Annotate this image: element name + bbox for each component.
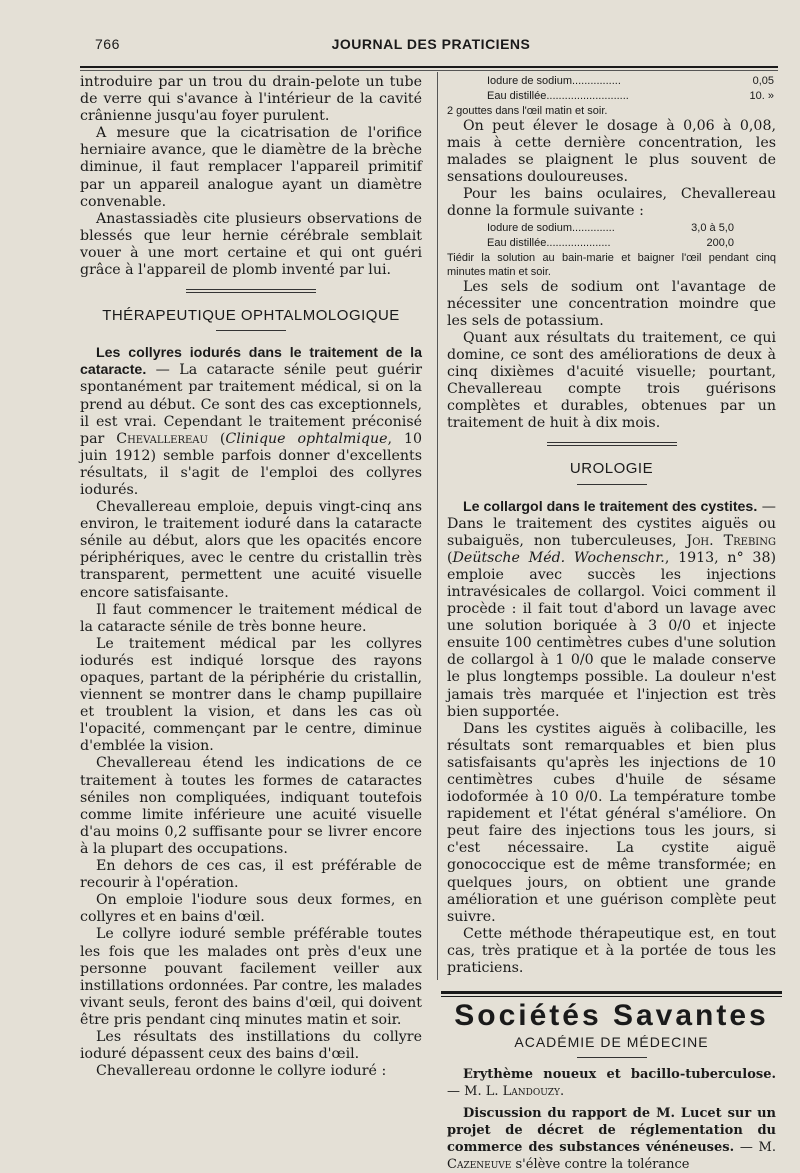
- formula-bain: [447, 221, 776, 251]
- journal-reference: Deütsche Méd. Wochenschr.: [452, 549, 665, 566]
- article-title: Le collargol dans le traitement des cystites.: [463, 498, 758, 515]
- paragraph: Le collyre ioduré semble préférable toutes les fois que les malades ont près d'eux une personne pouvant facilement veiller aux instillations ordonnées. Par contre, les malades vivant seuls, feront des bains d'œil, qui doivent être pris pendant cinq minutes matin et soir.: [80, 926, 422, 1028]
- article-paragraph: Le collargol dans le traitement des cystites. — Dans le traitement des cystites aiguës ou subaiguës, non tuberculeuses, Joh. Trebing (Deütsche Méd. Wochenschr., 1913, n° 38) emploie avec succès les injections intravésicales de collargol. Voici comment il procède : il fait tout d'abord un lavage avec une solution boriquée à 3 0/0 et injecte ensuite 100 centimètres cubes d'une solution de collargol à 1 0/0 que le malade conserve le plus longtemps possible. La douleur n'est jamais très marquée et l'injection est très bien supportée.: [447, 498, 776, 720]
- title-underline: [577, 1057, 647, 1058]
- header-rule: [80, 66, 778, 68]
- right-column: [447, 74, 776, 1173]
- paragraph: Chevallereau ordonne le collyre ioduré :: [96, 1063, 387, 1080]
- section-rule-thin: [441, 996, 782, 997]
- section-title: THÉRAPEUTIQUE OPHTALMOLOGIQUE: [102, 307, 400, 325]
- formula-row: Eau distillée........................... 10. »: [487, 90, 774, 102]
- author-name: Cazeneuve: [447, 1156, 512, 1172]
- paragraph: On peut élever le dosage à 0,06 à 0,08, mais à cette dernière concentration, les malades se plaignent le plus souvent de sensations douloureuses.: [447, 118, 776, 186]
- formula-row: Eau distillée..................... 200,0: [487, 236, 734, 249]
- paragraph: Chevallereau étend les indications de ce traitement à toutes les formes de cataractes séniles non compliquées, indiquant toutefois comme limite inférieure une acuité visuelle d'au moins 0,2 suffisante pour se livrer encore à la plupart des occupations.: [80, 755, 422, 857]
- paragraph: En dehors de ces cas, il est préférable de recourir à l'opération.: [80, 858, 422, 892]
- section-rule-thick: [441, 991, 782, 994]
- paragraph: Cette méthode thérapeutique est, en tout cas, très pratique et à la portée de tous les praticiens.: [447, 925, 776, 977]
- paragraph: A mesure que la cicatrisation de l'orifice herniaire avance, que le diamètre de la brèche diminue, il faut remplacer l'appareil primitif par un appareil analogue ayant un diamètre convenable.: [80, 125, 422, 210]
- paragraph: Anastassiadès cite plusieurs observations de blessés que leur hernie cérébrale semblait vouer à une mort certaine et qui ont guéri grâce à l'appareil de plomb inventé par lui.: [80, 210, 422, 279]
- author-name: Joh. Trebing: [686, 532, 776, 549]
- section-divider: [186, 289, 316, 293]
- paragraph: Quant aux résultats du traitement, ce qui domine, ce sont des améliorations de deux à cinq dixièmes d'acuité visuelle; pourtant, Chevallereau compte trois guérisons complètes et durables, obtenues par un traitement de huit à dix mois.: [447, 329, 776, 432]
- author-name: Chevallereau: [116, 430, 208, 447]
- formula-note: 2 gouttes dans l'œil matin et soir.: [447, 105, 608, 117]
- journal-title: JOURNAL DES PRATICIENS: [331, 36, 531, 52]
- paragraph: introduire par un trou du drain-pelote un tube de verre qui s'avance à l'intérieur de la cavité crânienne jusqu'au foyer purulent.: [80, 74, 422, 125]
- title-underline: [216, 330, 286, 331]
- page-header: [92, 32, 770, 56]
- section-title: UROLOGIE: [569, 460, 654, 478]
- journal-reference: Clinique ophtalmique: [225, 430, 388, 447]
- section-divider: [547, 442, 677, 446]
- paragraph: On emploie l'iodure sous deux formes, en collyres et en bains d'œil.: [80, 892, 422, 926]
- header-rule-thin: [80, 70, 778, 71]
- academie-title: ACADÉMIE DE MÉDECINE: [514, 1034, 709, 1051]
- title-underline: [577, 484, 647, 485]
- page-number: 766: [95, 36, 120, 52]
- formula-row: Iodure de sodium.............. 3,0 à 5,0: [487, 221, 734, 234]
- paragraph: Il faut commencer le traitement médical de la cataracte sénile de très bonne heure.: [80, 601, 422, 635]
- column-divider: [437, 72, 438, 980]
- article-paragraph: Les collyres iodurés dans le traitement de la cataracte. — La cataracte sénile peut guérir spontanément par traitement médical, si on la prend au début. Ce sont des cas exceptionnels, il est vrai. Cependant le traitement préconisé par Chevallereau (Clinique ophtalmique, 10 juin 1912) semble parfois donner d'excellents résultats, il s'agit de l'emploi des collyres iodurés.: [80, 345, 423, 498]
- paragraph: Dans les cystites aiguës à colibacille, les résultats sont remarquables et bien plus satisfaisants qu'après les injections de 10 centimètres cubes d'huile de sésame iodoformée à 10 0/0. La température tombe rapidement et l'état général s'améliore. On peut faire des injections tous les jours, si c'est nécessaire. La cystite aiguë gonococcique est de même transformée; en quelques jours, on obtient une grande amélioration et une guérison complète peut suivre.: [447, 720, 776, 925]
- formula-row: Iodure de sodium................ 0,05: [487, 75, 774, 87]
- paragraph: Pour les bains oculaires, Chevallereau donne la formule suivante :: [447, 186, 776, 220]
- paragraph: Le traitement médical par les collyres iodurés est indiqué lorsque des rayons opaques, partant de la périphérie du cristallin, viennent se montrer dans le champ pupillaire et troublent la vision, et dans les cas où l'opacité, commençant par le centre, diminue d'emblée la vision.: [80, 635, 422, 755]
- article-title: Les collyres iodurés dans le traitement de la cataracte.: [80, 345, 422, 379]
- society-item: Discussion du rapport de M. Lucet sur un projet de décret de réglementation du commerce des substances vénéneuses. — M. Cazeneuve s'élève contre la tolérance: [447, 1105, 776, 1172]
- society-item: Erythème noueux et bacillo-tuberculose. — M. L. Landouzy.: [447, 1067, 776, 1100]
- item-title: Discussion du rapport de M. Lucet sur un projet de décret de réglementation du commerce des substances vénéneuses.: [447, 1105, 776, 1155]
- paragraph: Les sels de sodium ont l'avantage de nécessiter une concentration moindre que les sels de potassium.: [447, 278, 776, 329]
- item-title: Erythème noueux et bacillo-tuberculose.: [463, 1067, 776, 1083]
- paragraph: Chevallereau emploie, depuis vingt-cinq ans environ, le traitement ioduré dans la cataracte sénile au début, alors que les opacités encore périphériques, avec le centre du cristallin très transparent, permettent une acuité visuelle encore satisfaisante.: [80, 499, 422, 601]
- author-name: Landouzy: [502, 1084, 560, 1100]
- formula-collyre: [447, 74, 776, 104]
- paragraph: Les résultats des instillations du collyre ioduré dépassent ceux des bains d'œil.: [80, 1028, 422, 1063]
- societes-title: Sociétés Savantes: [454, 999, 769, 1033]
- formula-note: Tiédir la solution au bain-marie et baigner l'œil pendant cinq minutes matin et soir.: [447, 251, 776, 278]
- left-column: [80, 74, 422, 1080]
